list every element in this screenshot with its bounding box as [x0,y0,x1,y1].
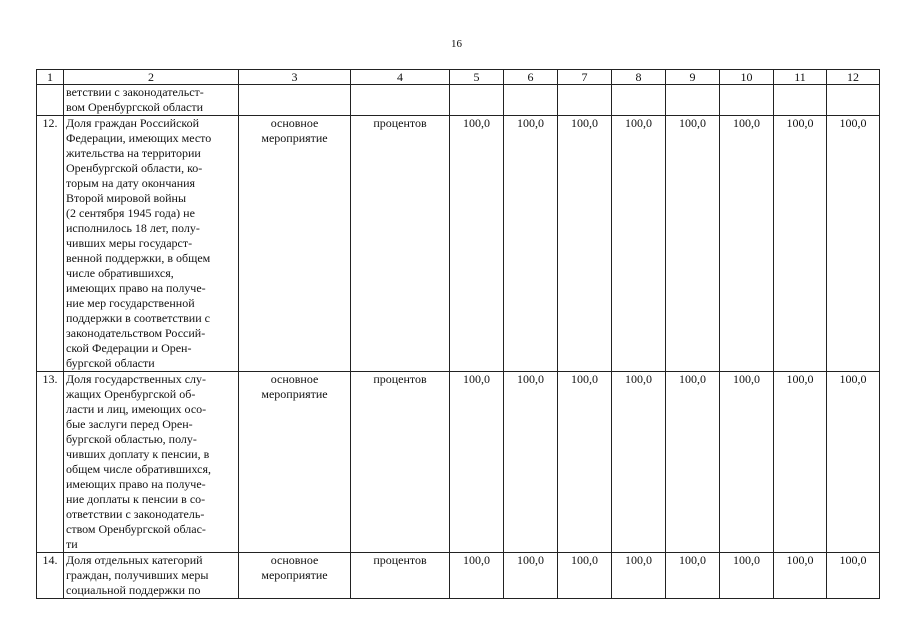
value-cell: 100,0 [774,372,827,553]
value-cell: 100,0 [774,553,827,599]
text-line: Федерации, имеющих место [66,131,212,145]
column-header: 8 [612,70,666,85]
text-line: ти [66,537,78,551]
text-line: (2 сентября 1945 года) не [66,206,195,220]
text-line: бые заслуги перед Орен- [66,417,193,431]
text-line: основное [270,116,319,130]
text-line: жительства на территории [66,146,201,160]
indicator-name [64,553,239,599]
text-line: социальной поддержки по [66,583,201,597]
indicator-type [239,553,351,599]
text-line: основное [270,553,319,567]
text-line: Оренбургской области, ко- [66,161,203,175]
value-cell: 100,0 [774,116,827,372]
value-cell: 100,0 [666,116,720,372]
column-header: 2 [64,70,239,85]
text-line: имеющих право на получе- [66,477,206,491]
row-number: 14. [37,553,64,599]
empty-cell [774,85,827,116]
row-number: 12. [37,116,64,372]
text-line: бургской области [66,356,155,370]
empty-cell [450,85,504,116]
table-row [37,372,880,553]
text-line: основное [270,372,319,386]
text-line: имеющих право на получе- [66,281,206,295]
empty-cell [666,85,720,116]
indicator-name [64,116,239,372]
value-cell: 100,0 [827,372,880,553]
value-cell: 100,0 [827,116,880,372]
row-number: 13. [37,372,64,553]
text-line: ние доплаты к пенсии в со- [66,492,206,506]
value-cell: 100,0 [504,372,558,553]
value-cell: 100,0 [612,372,666,553]
column-header: 1 [37,70,64,85]
text-line: ласти и лиц, имеющих осо- [66,402,207,416]
column-header: 4 [351,70,450,85]
empty-cell [504,85,558,116]
text-line: Второй мировой войны [66,191,187,205]
value-cell: 100,0 [827,553,880,599]
empty-cell [239,85,351,116]
value-cell: 100,0 [450,116,504,372]
column-header: 12 [827,70,880,85]
value-cell: 100,0 [720,372,774,553]
value-cell: 100,0 [504,553,558,599]
column-header: 7 [558,70,612,85]
table-row [37,553,880,599]
text-line: ством Оренбургской облас- [66,522,206,536]
text-line: Доля государственных слу- [66,372,207,386]
empty-cell [351,85,450,116]
value-cell: 100,0 [612,116,666,372]
value-cell: 100,0 [612,553,666,599]
text-line: жащих Оренбургской об- [66,387,196,401]
page-number: 16 [451,38,462,50]
value-cell: 100,0 [504,116,558,372]
column-header: 11 [774,70,827,85]
text-line: ответствии с законодатель- [66,507,205,521]
text-line: вом Оренбургской области [66,100,204,114]
text-line: числе обратившихся, [66,266,174,280]
indicator-name [64,85,239,116]
column-number-row [37,70,880,85]
column-header: 3 [239,70,351,85]
indicators-table [36,69,880,599]
empty-cell [612,85,666,116]
text-line: Доля граждан Российской [66,116,200,130]
text-line: чивших меры государст- [66,236,193,250]
value-cell: 100,0 [450,372,504,553]
table-row [37,116,880,372]
value-cell: 100,0 [450,553,504,599]
empty-cell [558,85,612,116]
text-line: общем числе обратившихся, [66,462,211,476]
text-line: чивших доплату к пенсии, в [66,447,210,461]
text-line: исполнилось 18 лет, полу- [66,221,200,235]
unit: процентов [351,553,450,599]
text-line: граждан, получивших меры [66,568,209,582]
value-cell: 100,0 [558,116,612,372]
continuation-row [37,85,880,116]
unit: процентов [351,116,450,372]
text-line: ветствии с законодательст- [66,85,204,99]
indicator-name [64,372,239,553]
value-cell: 100,0 [720,116,774,372]
row-number [37,85,64,116]
indicator-type [239,372,351,553]
column-header: 10 [720,70,774,85]
empty-cell [827,85,880,116]
value-cell: 100,0 [720,553,774,599]
text-line: поддержки в соответствии с [66,311,210,325]
unit: процентов [351,372,450,553]
text-line: мероприятие [261,131,328,145]
value-cell: 100,0 [558,553,612,599]
value-cell: 100,0 [666,553,720,599]
text-line: ние мер государственной [66,296,195,310]
column-header: 6 [504,70,558,85]
empty-cell [720,85,774,116]
text-line: законодательством Россий- [66,326,206,340]
text-line: бургской областью, полу- [66,432,197,446]
indicator-type [239,116,351,372]
text-line: Доля отдельных категорий [66,553,203,567]
text-line: мероприятие [261,568,328,582]
text-line: ской Федерации и Орен- [66,341,192,355]
column-header: 5 [450,70,504,85]
text-line: мероприятие [261,387,328,401]
text-line: торым на дату окончания [66,176,196,190]
value-cell: 100,0 [666,372,720,553]
text-line: венной поддержки, в общем [66,251,211,265]
value-cell: 100,0 [558,372,612,553]
column-header: 9 [666,70,720,85]
